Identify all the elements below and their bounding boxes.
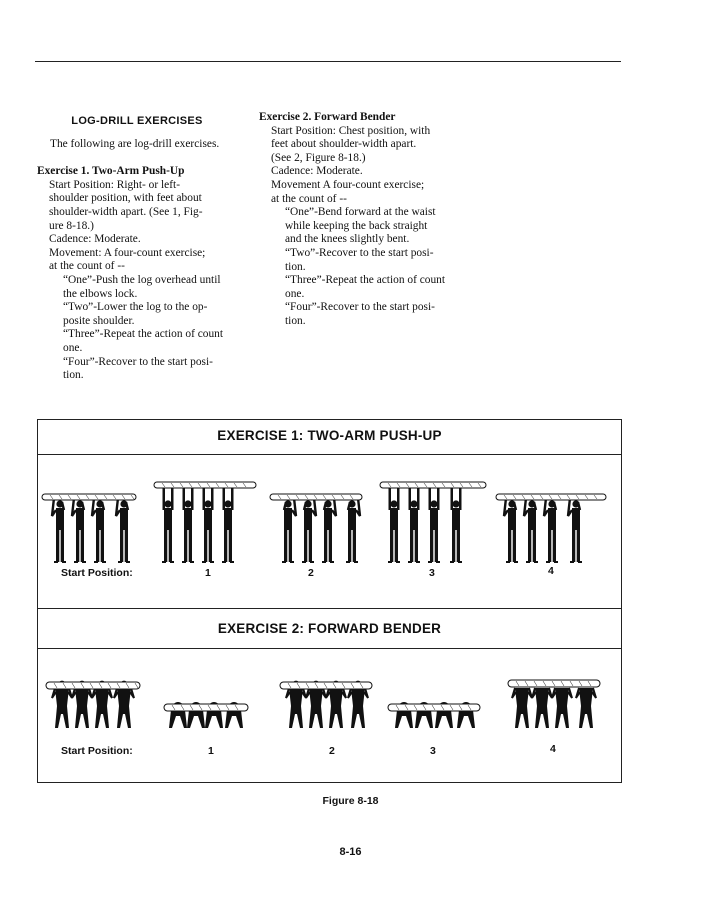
exercise1-line: Start Position: Right- or left-	[49, 178, 180, 191]
panel2-label-start: Start Position:	[61, 745, 133, 757]
section-heading: LOG-DRILL EXERCISES	[71, 115, 203, 127]
exercise2-line: at the count of --	[271, 192, 347, 205]
exercise2-title: Exercise 2. Forward Bender	[259, 111, 396, 123]
panel2-title: EXERCISE 2: FORWARD BENDER	[217, 621, 442, 636]
panel-separator	[38, 608, 621, 609]
exercise1-title: Exercise 1. Two-Arm Push-Up	[37, 165, 185, 178]
exercise2-line: “Three”-Repeat the action of count	[285, 274, 446, 287]
pushup-group	[496, 494, 606, 563]
exercise2-line: “Two”-Recover to the start posi-	[285, 246, 434, 259]
panel2-label-4: 4	[550, 743, 556, 755]
exercise2-line: tion.	[285, 314, 306, 327]
exercise1-line: ure 8-18.)	[49, 219, 94, 232]
panel2-label-1: 1	[208, 745, 214, 757]
pushup-group	[154, 482, 256, 563]
exercise2-line: “One”-Bend forward at the waist	[285, 206, 436, 219]
exercise1-line: at the count of --	[49, 260, 125, 273]
pushup-group	[270, 494, 362, 563]
exercise2-line: and the knees slightly bent.	[285, 233, 410, 246]
pushup-group	[42, 494, 136, 563]
panel1-title: EXERCISE 1: TWO-ARM PUSH-UP	[217, 428, 442, 443]
bender-group	[164, 702, 248, 728]
panel1-divider	[38, 454, 621, 455]
exercise2-line: Movement A four-count exercise;	[271, 178, 425, 191]
exercise2-line: one.	[285, 287, 305, 300]
exercise2-line: Start Position: Chest position, with	[271, 124, 431, 137]
panel1-label-4: 4	[548, 565, 554, 577]
exercise1-line: tion.	[63, 369, 84, 382]
bender-group	[388, 702, 480, 728]
exercise1-line: Movement: A four-count exercise;	[49, 246, 206, 259]
bender-group	[508, 680, 600, 728]
top-rule	[35, 61, 621, 62]
figure-caption: Figure 8-18	[322, 795, 379, 807]
exercise1-line: shoulder position, with feet about	[49, 192, 202, 205]
exercise1-line: “One”-Push the log overhead until	[63, 273, 221, 286]
exercise1-line: one.	[63, 341, 83, 354]
exercise2-line: feet about shoulder-width apart.	[271, 138, 417, 151]
exercise2-line: (See 2, Figure 8-18.)	[271, 151, 366, 164]
panel1-label-1: 1	[205, 567, 211, 579]
panel2-label-3: 3	[430, 745, 436, 757]
panel1-label-3: 3	[429, 567, 435, 579]
exercise2-body	[259, 125, 469, 329]
panel1-label-2: 2	[308, 567, 314, 579]
panel1-label-start: Start Position:	[61, 567, 133, 579]
exercise2-line: tion.	[285, 260, 306, 273]
exercise1-line: Cadence: Moderate.	[49, 233, 141, 246]
exercise1-line: posite shoulder.	[63, 314, 135, 327]
panel2-label-2: 2	[329, 745, 335, 757]
bender-group	[280, 681, 372, 728]
exercise1-body	[37, 179, 237, 383]
right-column	[259, 111, 469, 329]
exercise1-line: the elbows lock.	[63, 287, 138, 300]
exercise1-line: shoulder-width apart. (See 1, Fig-	[49, 205, 203, 218]
intro-paragraph: The following are log-drill exercises.	[50, 137, 220, 150]
exercise2-line: while keeping the back straight	[285, 219, 428, 232]
pushup-group	[380, 482, 486, 563]
figure-8-18	[37, 419, 622, 783]
exercise1-line: “Two”-Lower the log to the op-	[63, 301, 208, 314]
panel2-divider	[38, 648, 621, 649]
page-number: 8-16	[339, 846, 362, 858]
exercise2-line: Cadence: Moderate.	[271, 165, 363, 178]
pushup-illustration	[38, 470, 621, 570]
bender-group	[46, 681, 140, 728]
exercise1-line: “Four”-Recover to the start posi-	[63, 355, 213, 368]
exercise1-line: “Three”-Repeat the action of count	[63, 328, 224, 341]
exercise2-line: “Four”-Recover to the start posi-	[285, 301, 435, 314]
forward-bender-illustration	[38, 666, 621, 738]
left-column	[37, 111, 237, 383]
